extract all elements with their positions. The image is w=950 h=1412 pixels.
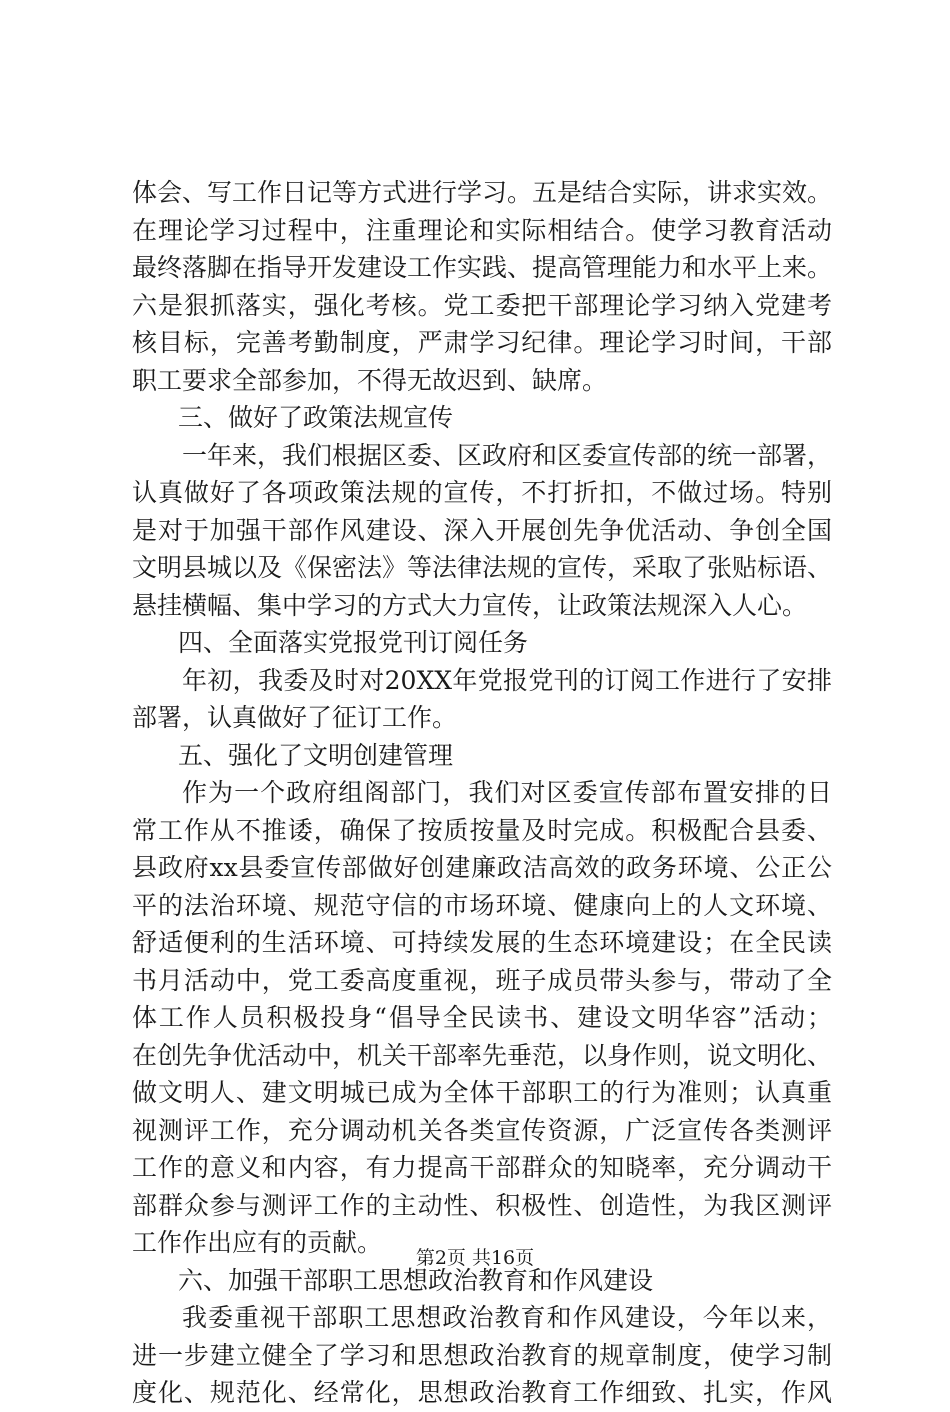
text-line: 我委重视干部职工思想政治教育和作风建设，今年以来，: [182, 1303, 832, 1332]
text-line: 作为一个政府组阁部门，我们对区委宣传部布置安排的日: [182, 778, 832, 807]
document-body: [132, 174, 832, 1412]
text-line: 体会、写工作日记等方式进行学习。五是结合实际，讲求实效。: [132, 178, 833, 207]
text-line: 常工作从不推诿，确保了按质按量及时完成。积极配合县委、: [132, 815, 832, 845]
text-line: 在创先争优活动中，机关干部率先垂范，以身作则，说文明化、: [132, 1040, 833, 1070]
text-line: 工作的意义和内容，有力提高干部群众的知晓率，充分调动干: [132, 1153, 832, 1182]
text-line: 度化、规范化、经常化，思想政治教育工作细致、扎实，作风: [132, 1378, 832, 1407]
text-line: 年初，我委及时对20XX年党报党刊的订阅工作进行了安排: [182, 665, 832, 695]
text-line: 六是狠抓落实，强化考核。党工委把干部理论学习纳入党建考: [132, 290, 832, 320]
text-line: 认真做好了各项政策法规的宣传，不打折扣，不做过场。特别: [132, 478, 832, 507]
text-line: 是对于加强干部作风建设、深入开展创先争优活动、争创全国: [132, 515, 832, 545]
text-line: 书月活动中，党工委高度重视，班子成员带头参与，带动了全: [132, 965, 832, 995]
heading-text: 六、加强干部职工思想政治教育和作风建设: [178, 1265, 654, 1295]
text-line: 做文明人、建文明城已成为全体干部职工的行为准则；认真重: [132, 1078, 832, 1107]
text-line: 悬挂横幅、集中学习的方式大力宣传，让政策法规深入人心。: [132, 590, 808, 620]
text-line: 部署，认真做好了征订工作。: [132, 703, 458, 732]
text-line: 文明县城以及《保密法》等法律法规的宣传，采取了张贴标语、: [132, 553, 833, 582]
text-line: 职工要求全部参加，不得无故迟到、缺席。: [132, 365, 608, 395]
text-line: 进一步建立健全了学习和思想政治教育的规章制度，使学习制: [132, 1340, 832, 1370]
text-line: 视测评工作，充分调动机关各类宣传资源，广泛宣传各类测评: [132, 1115, 832, 1145]
text-line: 体工作人员积极投身“倡导全民读书、建设文明华容”活动；: [132, 1003, 832, 1032]
text-line: 平的法治环境、规范守信的市场环境、健康向上的人文环境、: [132, 890, 832, 920]
text-line: 最终落脚在指导开发建设工作实践、提高管理能力和水平上来。: [132, 253, 833, 282]
heading-text: 三、做好了政策法规宣传: [178, 403, 454, 432]
text-line: 核目标，完善考勤制度，严肃学习纪律。理论学习时间，干部: [132, 328, 832, 357]
page-footer: 第2页 共16页: [415, 1247, 535, 1269]
text-line: 一年来，我们根据区委、区政府和区委宣传部的统一部署，: [182, 440, 833, 470]
heading-text: 五、强化了文明创建管理: [178, 740, 454, 770]
text-line: 舒适便利的生活环境、可持续发展的生态环境建设；在全民读: [132, 928, 832, 957]
text-line: 部群众参与测评工作的主动性、积极性、创造性，为我区测评: [132, 1190, 832, 1220]
text-line: 工作作出应有的贡献。: [132, 1228, 383, 1257]
heading-text: 四、全面落实党报党刊订阅任务: [178, 628, 529, 657]
text-line: 在理论学习过程中，注重理论和实际相结合。使学习教育活动: [132, 215, 832, 245]
text-line: 县政府xx县委宣传部做好创建廉政洁高效的政务环境、公正公: [132, 853, 832, 882]
